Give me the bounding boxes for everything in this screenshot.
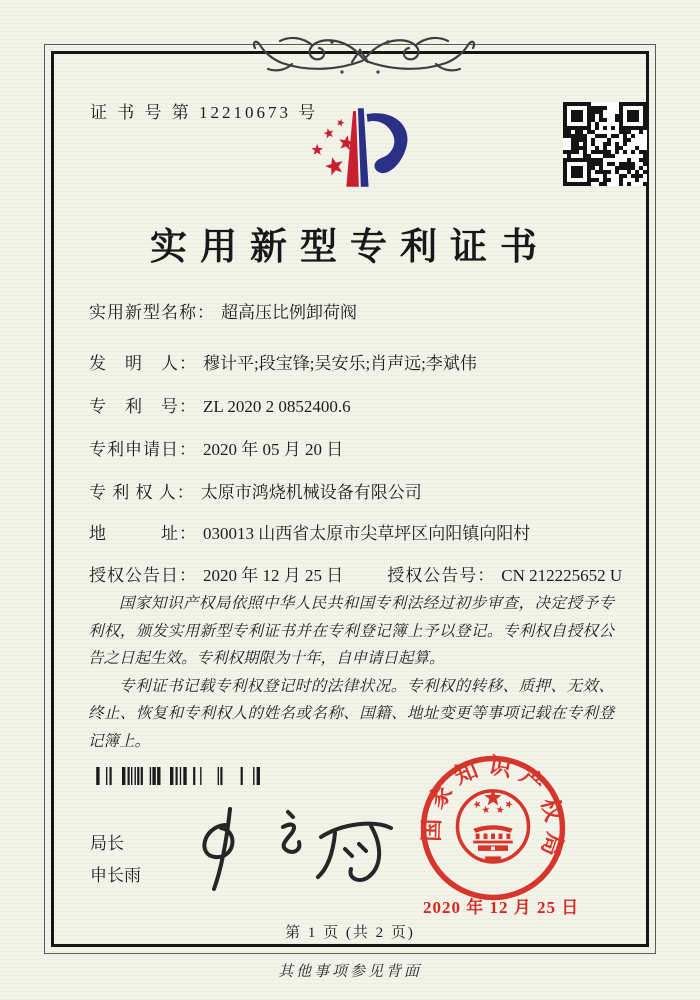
field-value: 穆计平;段宝锋;吴安乐;肖声远;李斌伟 <box>203 354 477 373</box>
field-value: ZL 2020 2 0852400.6 <box>203 397 351 416</box>
field-value: 太原市鸿烧机械设备有限公司 <box>200 483 422 502</box>
field-label: 专 利 权 人： <box>89 483 195 502</box>
field-address <box>89 519 530 544</box>
seal-ring-text: 国家知识产权局 <box>418 753 568 867</box>
field-value: 2020 年 05 月 20 日 <box>203 440 344 459</box>
legal-paragraph-1: 国家知识产权局依照中华人民共和国专利法经过初步审查，决定授予专利权，颁发实用新型专利证书并在专利登记簿上予以登记。专利权自授权公告之日起生效。专利权期限为十年，自申请日起算。 <box>88 595 614 668</box>
field-label: 发 明 人： <box>89 354 197 373</box>
cnipa-logo-icon <box>292 100 418 195</box>
certificate-title: 实用新型专利证书 <box>150 227 550 268</box>
field-inventors <box>89 349 477 374</box>
commissioner-name: 申长雨 <box>90 866 141 886</box>
field-label: 实用新型名称： <box>89 303 215 322</box>
commissioner-title: 局长 <box>90 834 124 853</box>
certificate-number: 证 书 号 第 12210673 号 <box>90 103 319 122</box>
qr-code-icon <box>563 102 647 186</box>
commissioner-signature-icon <box>185 805 400 893</box>
field-filing-date <box>89 435 343 460</box>
field-label: 授权公告号： <box>387 566 496 585</box>
border-flourish-icon <box>240 28 480 88</box>
national-emblem-icon <box>457 789 528 862</box>
field-value: 超高压比例卸荷阀 <box>221 303 357 322</box>
field-label: 地 址： <box>89 524 197 543</box>
field-value: CN 212225652 U <box>501 566 623 585</box>
barcode-icon <box>90 767 270 785</box>
field-patentee <box>89 478 422 503</box>
legal-text-block <box>88 590 614 755</box>
signature-block <box>90 828 141 893</box>
field-value: 2020 年 12 月 25 日 <box>203 566 344 585</box>
field-label: 授权公告日： <box>89 566 197 585</box>
field-patent-number <box>89 392 351 417</box>
field-label: 专利申请日： <box>89 440 197 459</box>
field-utility-model-name <box>89 298 357 323</box>
seal-date: 2020 年 12 月 25 日 <box>423 898 580 917</box>
page-indicator: 第 1 页 (共 2 页) <box>285 925 415 941</box>
official-seal-icon <box>418 753 568 903</box>
legal-paragraph-2: 专利证书记载专利权登记时的法律状况。专利权的转移、质押、无效、终止、恢复和专利权人的姓名或名称、国籍、地址变更等事项记载在专利登记簿上。 <box>88 677 614 750</box>
field-value: 030013 山西省太原市尖草坪区向阳镇向阳村 <box>203 524 531 543</box>
field-grant-date-and-number <box>89 561 622 586</box>
back-side-note: 其他事项参见背面 <box>277 964 422 980</box>
field-label: 专 利 号： <box>89 397 197 416</box>
